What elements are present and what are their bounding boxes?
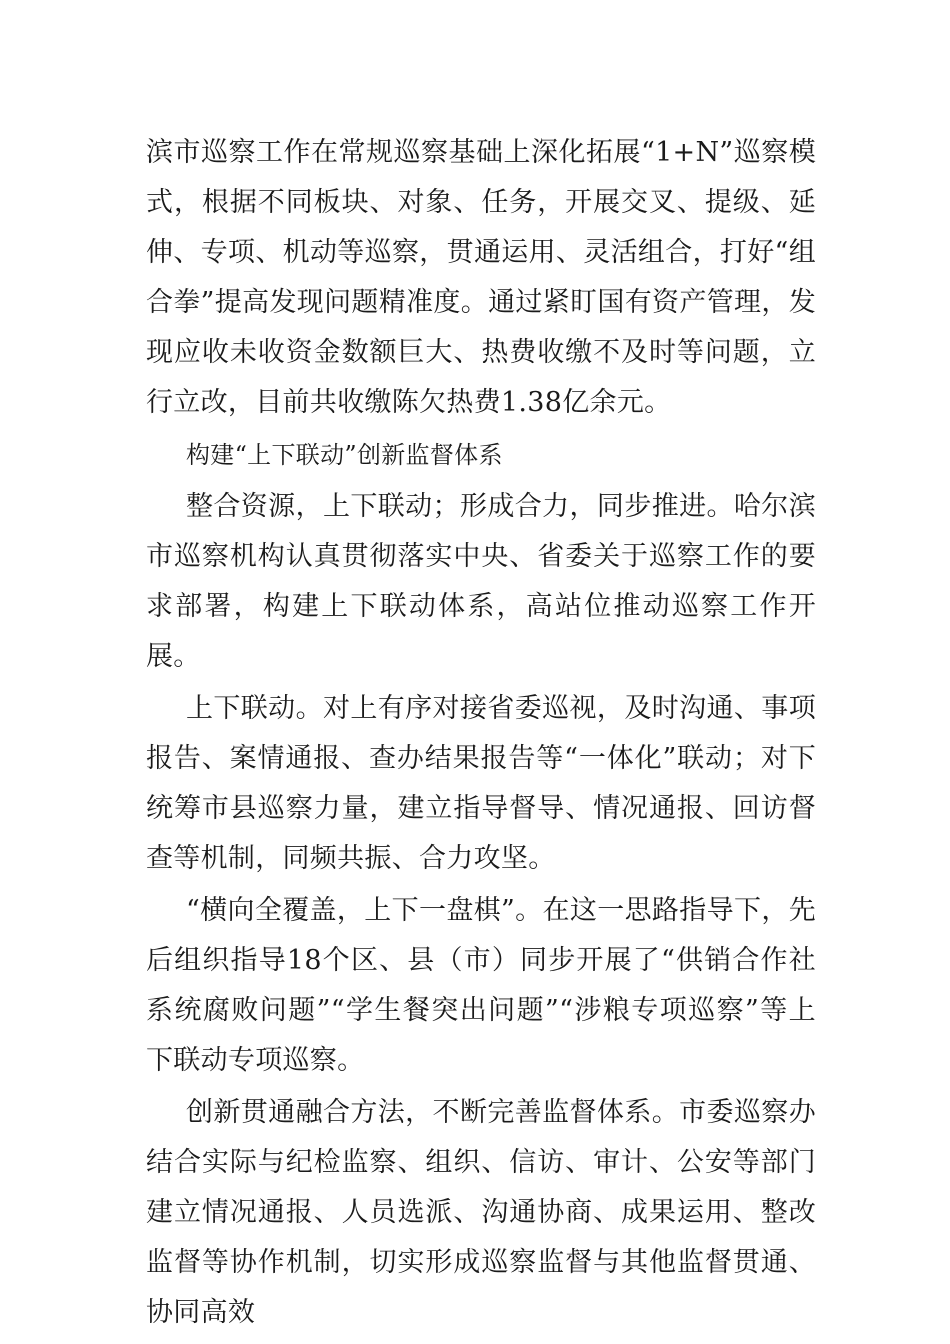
paragraph-coverage: “横向全覆盖，上下一盘棋”。在这一思路指导下，先后组织指导18个区、县（市）同步开展了“供销合作社系统腐败问题”“学生餐突出问题”“涉粮专项巡察”等上下联动专项巡察。 [146,895,816,1076]
section-heading: 构建“上下联动”创新监督体系 [186,441,503,469]
paragraph-continued: 滨市巡察工作在常规巡察基础上深化拓展“1+N”巡察模式，根据不同板块、对象、任务，开展交叉、提级、延伸、专项、机动等巡察，贯通运用、灵活组合，打好“组合拳”提高发现问题精准度。通过紧盯国有资产管理，发现应收未收资金数额巨大、热费收缴不及时等问题，立行立改，目前共收缴陈欠热费1.38亿余元。 [146,137,816,418]
paragraph-innovation: 创新贯通融合方法，不断完善监督体系。市委巡察办结合实际与纪检监察、组织、信访、审计、公安等部门建立情况通报、人员选派、沟通协商、成果运用、整改监督等协作机制，切实形成巡察监督与其他监督贯通、协同高效 [146,1097,816,1328]
document-body [146,128,816,1340]
paragraph-integration: 整合资源，上下联动；形成合力，同步推进。哈尔滨市巡察机构认真贯彻落实中央、省委关于巡察工作的要求部署，构建上下联动体系，高站位推动巡察工作开展。 [146,491,816,672]
paragraph-linkage: 上下联动。对上有序对接省委巡视，及时沟通、事项报告、案情通报、查办结果报告等“一体化”联动；对下统筹市县巡察力量，建立指导督导、情况通报、回访督查等机制，同频共振、合力攻坚。 [146,693,816,874]
